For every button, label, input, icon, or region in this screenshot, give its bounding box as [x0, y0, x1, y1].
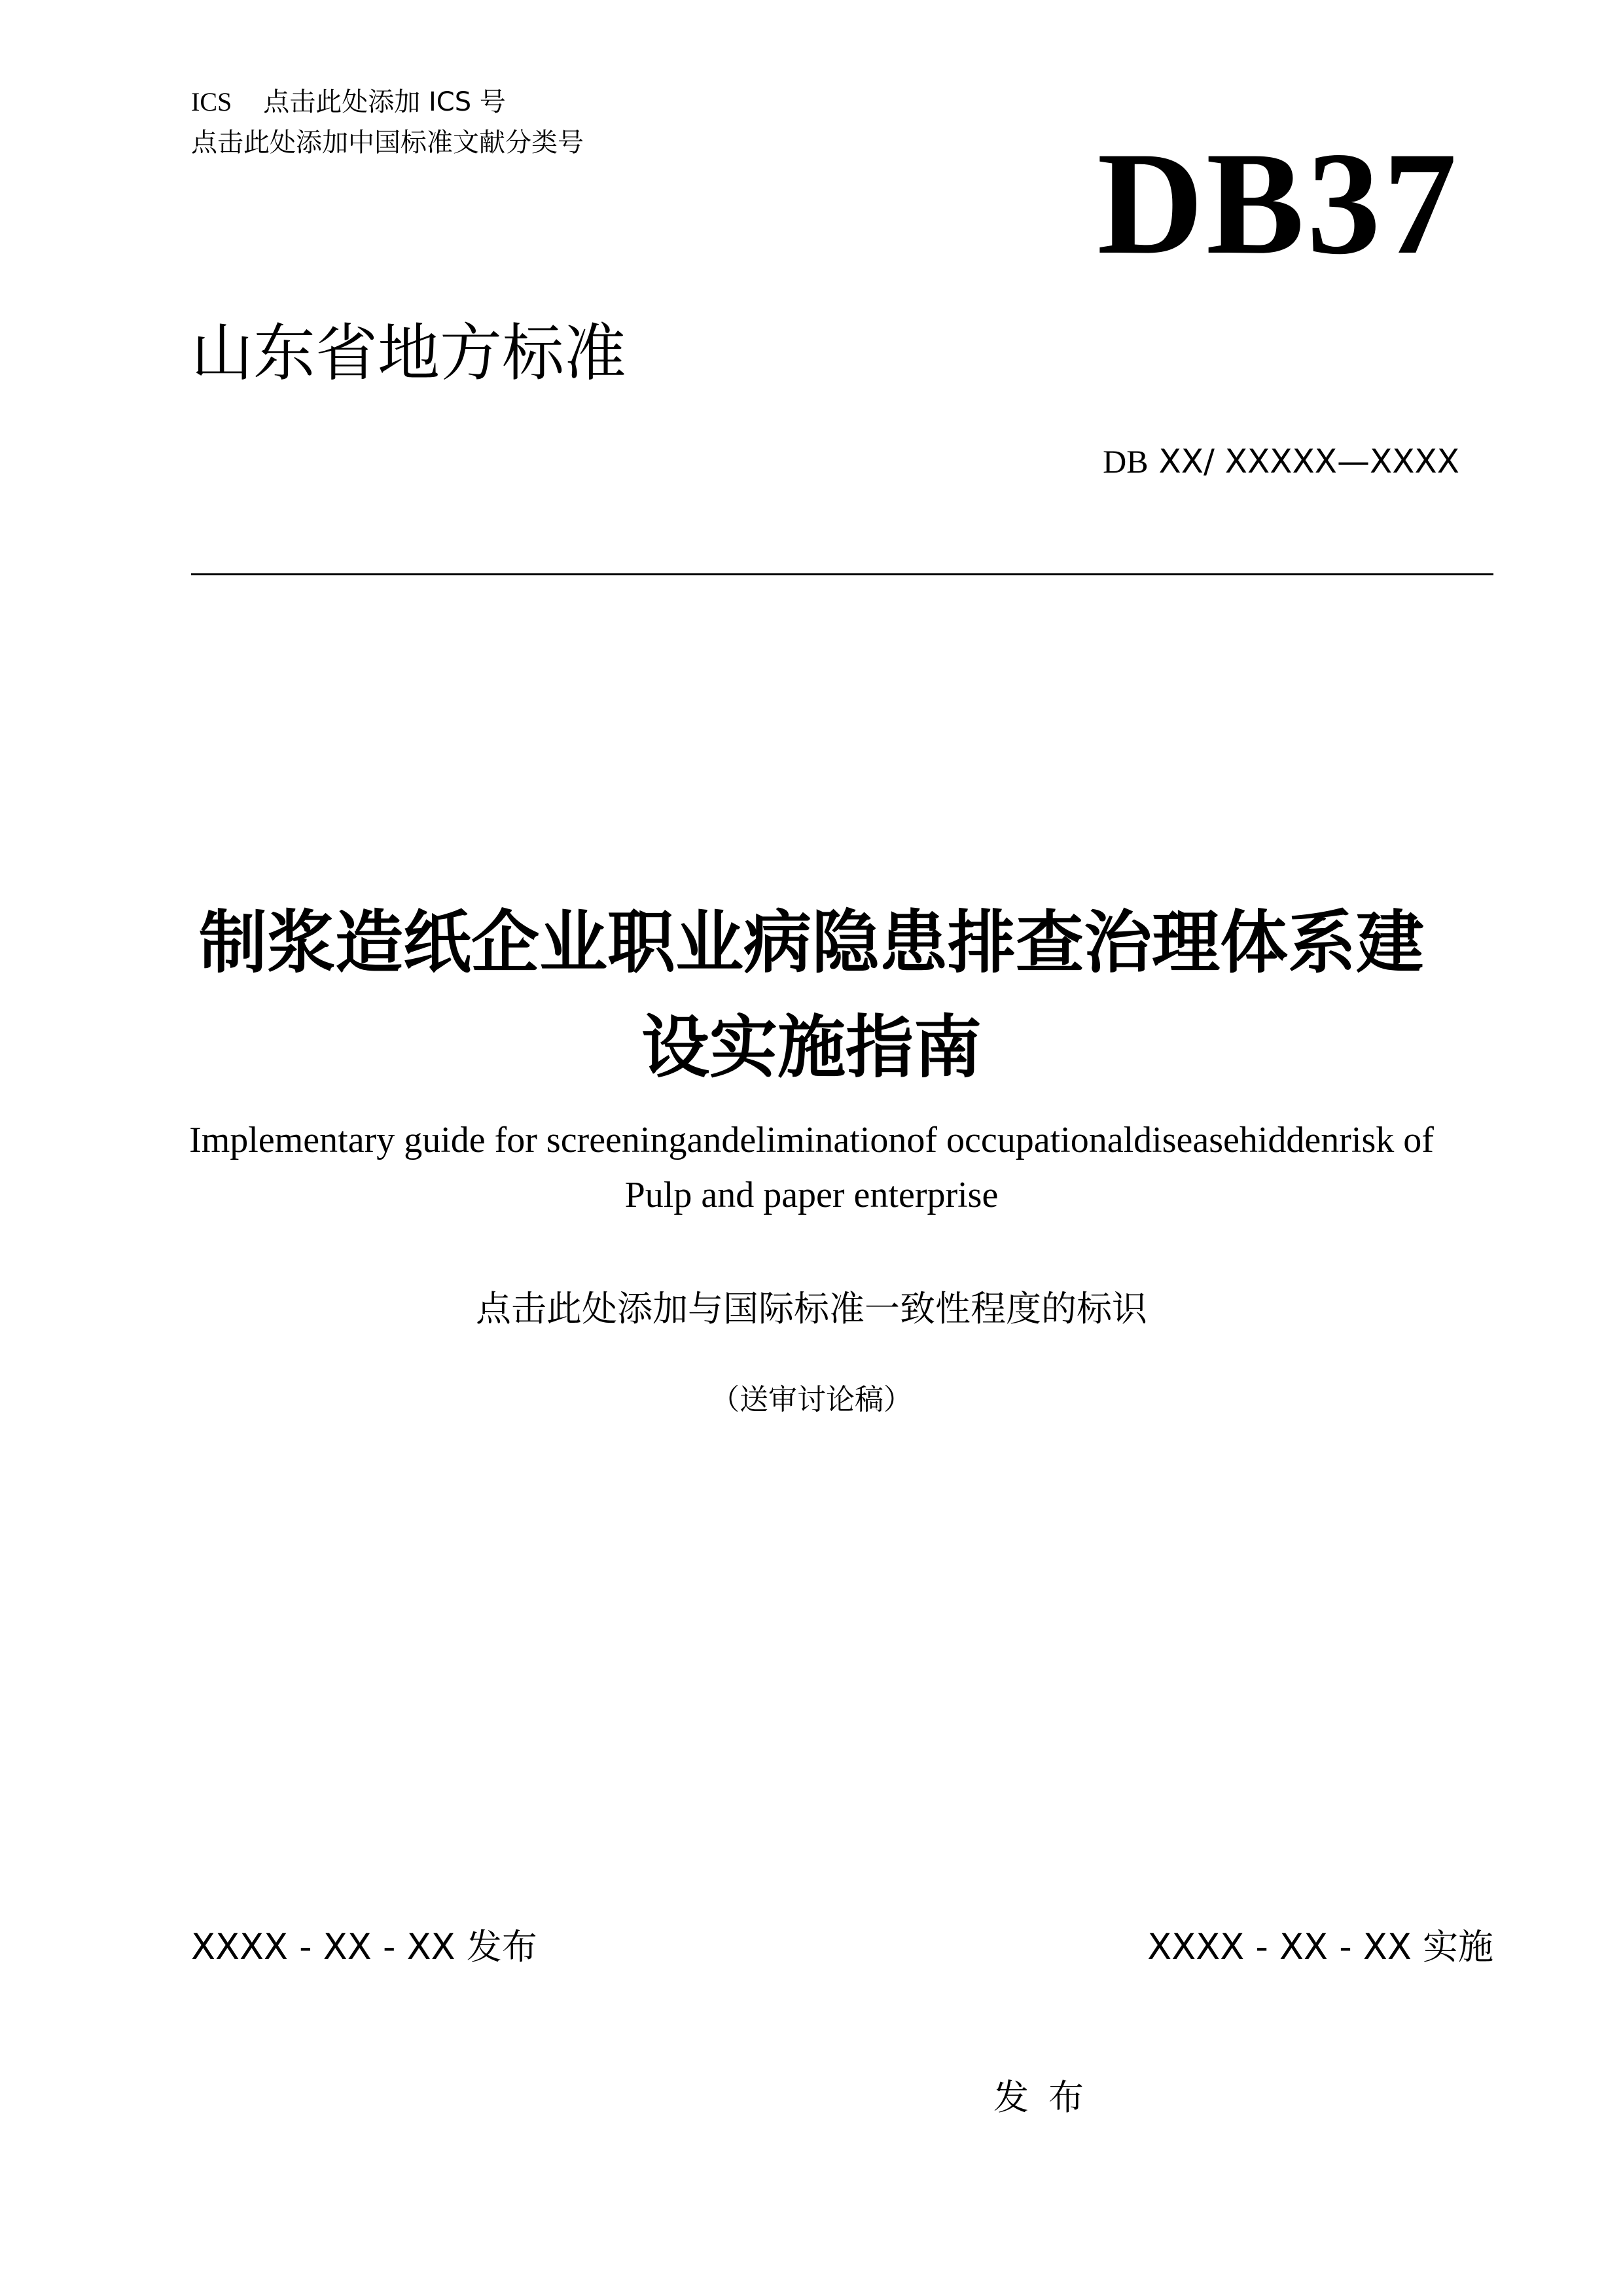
draft-status: （送审讨论稿） — [711, 1383, 912, 1416]
english-title-line-1: Implementary guide for screeningandeliminationof occupationaldiseasehiddenrisk of — [189, 1120, 1434, 1160]
ics-line — [191, 84, 506, 120]
english-title — [98, 1113, 1525, 1223]
publish-date: XXXX - XX - XX 发布 — [191, 1926, 537, 1967]
ccs-classification-placeholder[interactable]: 点击此处添加中国标准文献分类号 — [191, 128, 584, 158]
title-line-1: 制浆造纸企业职业病隐患排查治理体系建 — [198, 903, 1424, 982]
effective-date: XXXX - XX - XX 实施 — [1147, 1926, 1493, 1967]
ics-number-placeholder[interactable]: 点击此处添加 ICS 号 — [263, 87, 506, 117]
ics-label: ICS — [191, 87, 232, 117]
standard-type: 山东省地方标准 — [191, 317, 627, 389]
header-divider — [191, 573, 1493, 575]
english-title-line-2: Pulp and paper enterprise — [624, 1175, 999, 1215]
standard-number-value: XX/ XXXXX—XXXX — [1148, 442, 1459, 480]
issuer: 发布 — [993, 2077, 1103, 2118]
standard-number — [1103, 439, 1459, 484]
standard-number-prefix: DB — [1103, 443, 1149, 480]
consistency-note-placeholder[interactable]: 点击此处添加与国际标准一致性程度的标识 — [476, 1288, 1147, 1329]
db-code: DB37 — [1097, 121, 1459, 285]
title-line-2: 设实施指南 — [641, 1007, 982, 1087]
document-title — [131, 890, 1492, 1100]
